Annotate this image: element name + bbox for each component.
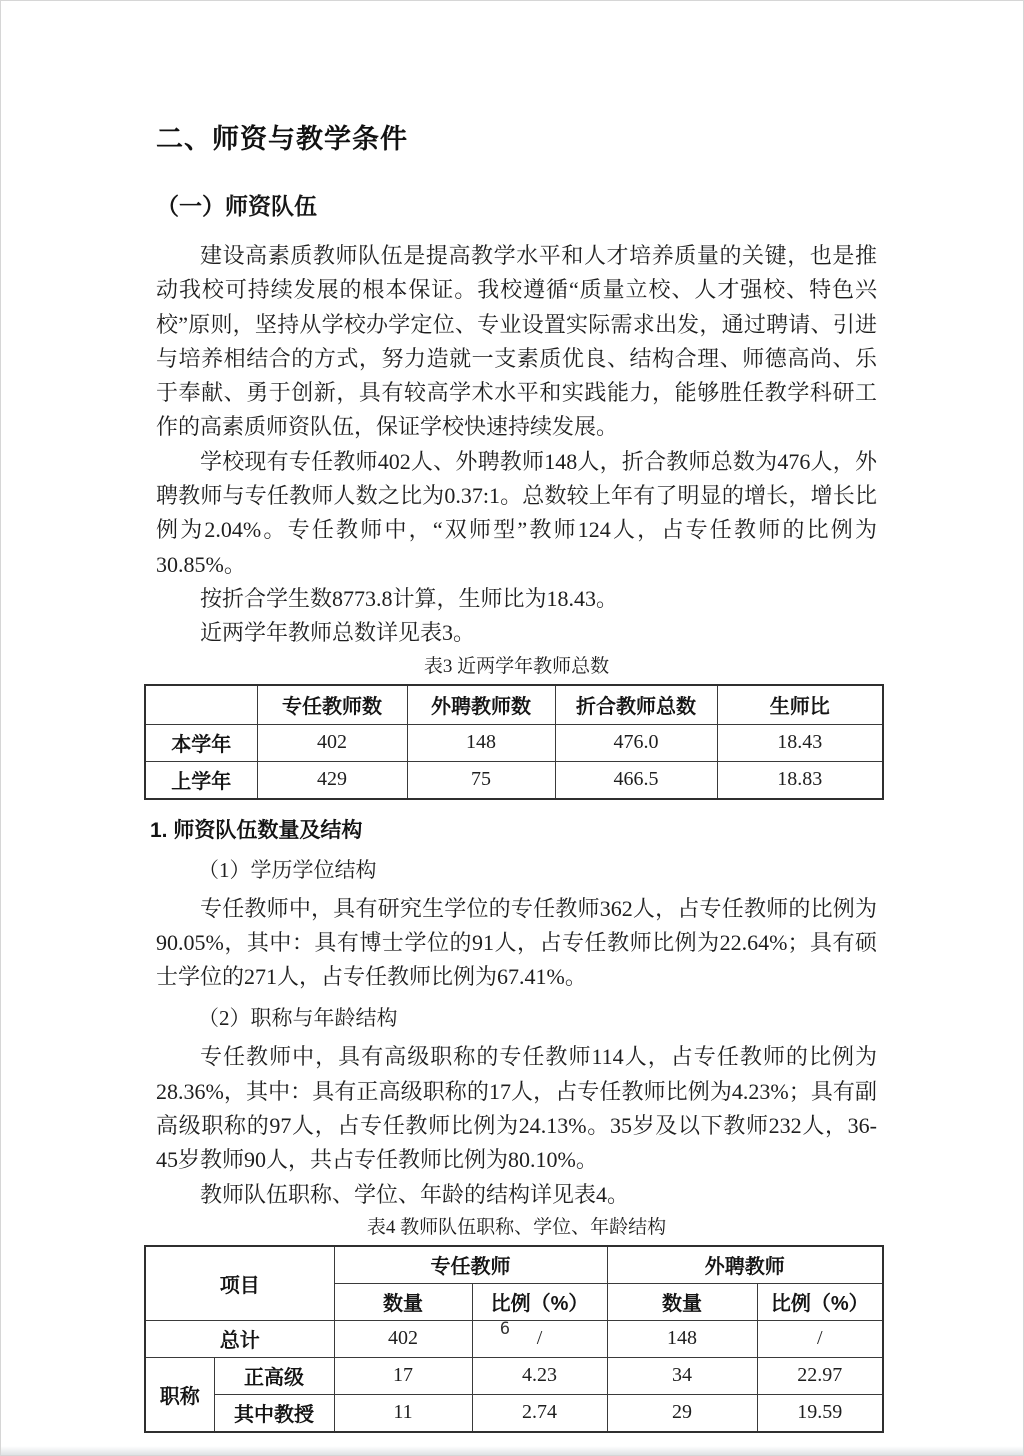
table3-cell: 402 bbox=[257, 724, 407, 761]
page-content bbox=[150, 117, 877, 1433]
table3-col-header: 外聘教师数 bbox=[407, 685, 555, 725]
table4-cell: 11 bbox=[334, 1394, 472, 1432]
table-teacher-totals bbox=[144, 684, 884, 800]
table4-sub-header: 数量 bbox=[607, 1283, 757, 1320]
table3-corner-cell bbox=[145, 685, 257, 725]
paragraph-student-teacher-ratio: 按折合学生数8773.8计算，生师比为18.43。 bbox=[200, 585, 619, 611]
chapter-heading: 二、师资与教学条件 bbox=[156, 124, 408, 154]
paragraph-title-age-structure: 专任教师中，具有高级职称的专任教师114人，占专任教师的比例为28.36%，其中：具有正高级职称的17人，占专任教师比例为4.23%；具有副高级职称的97人，占专任教师比例为24.13%。35岁及以下教师232人，36-45岁教师90人，共占专任教师比例为80.10%。 bbox=[156, 1044, 877, 1173]
table3-row-previous-year bbox=[145, 761, 883, 799]
table4-group-header-external: 外聘教师 bbox=[607, 1246, 883, 1284]
table3-cell: 18.83 bbox=[717, 761, 883, 799]
table4-cell: 4.23 bbox=[472, 1357, 607, 1394]
table3-cell: 466.5 bbox=[555, 761, 717, 799]
table4-sub-header: 比例（%） bbox=[472, 1283, 607, 1320]
table4-cell: 34 bbox=[607, 1357, 757, 1394]
table4-cell: 2.74 bbox=[472, 1394, 607, 1432]
page-number: 6 bbox=[499, 1319, 511, 1339]
table4-row-senior bbox=[145, 1357, 883, 1394]
table4-cell: / bbox=[757, 1320, 883, 1357]
table4-cell: 29 bbox=[607, 1394, 757, 1432]
paragraph-table3-reference: 近两学年教师总数详见表3。 bbox=[200, 620, 476, 646]
subsection-heading-quantity-structure: 1. 师资队伍数量及结构 bbox=[150, 818, 363, 842]
table4-item-header: 项目 bbox=[145, 1246, 334, 1321]
table3-caption: 表3 近两学年教师总数 bbox=[423, 655, 610, 677]
table4-cell: / bbox=[472, 1320, 607, 1357]
table3-cell: 148 bbox=[407, 724, 555, 761]
table3-col-header: 折合教师总数 bbox=[555, 685, 717, 725]
paragraph-table4-reference: 教师队伍职称、学位、年龄的结构详见表4。 bbox=[200, 1181, 630, 1207]
table4-sub-header: 比例（%） bbox=[757, 1283, 883, 1320]
subsection-heading-title-age-structure: （2）职称与年龄结构 bbox=[198, 1006, 398, 1031]
table4-total-label: 总计 bbox=[145, 1320, 334, 1357]
table4-group-header-row bbox=[145, 1246, 883, 1284]
table4-cell: 22.97 bbox=[757, 1357, 883, 1394]
table3-cell: 75 bbox=[407, 761, 555, 799]
table3-col-header: 生师比 bbox=[717, 685, 883, 725]
table4-caption: 表4 教师队伍职称、学位、年龄结构 bbox=[366, 1216, 667, 1238]
table4-cell: 17 bbox=[334, 1357, 472, 1394]
table4-row-professor bbox=[145, 1394, 883, 1432]
table4-cell: 402 bbox=[334, 1320, 472, 1357]
subsection-heading-degree-structure: （1）学历学位结构 bbox=[198, 857, 377, 882]
table4-cell: 19.59 bbox=[757, 1394, 883, 1432]
table4-sub-header: 数量 bbox=[334, 1283, 472, 1320]
table4-category-label: 职称 bbox=[145, 1357, 214, 1432]
table3-col-header: 专任教师数 bbox=[257, 685, 407, 725]
table4-row-label: 其中教授 bbox=[214, 1394, 334, 1432]
table3-row-label: 上学年 bbox=[145, 761, 257, 799]
scan-edge-artifact bbox=[1, 1446, 1023, 1455]
paragraph-teacher-counts: 学校现有专任教师402人、外聘教师148人，折合教师总数为476人，外聘教师与专任教师人数之比为0.37:1。总数较上年有了明显的增长，增长比例为2.04%。专任教师中，“双师型”教师124人，占专任教师的比例为30.85%。 bbox=[156, 448, 877, 577]
paragraph-intro: 建设高素质教师队伍是提高教学水平和人才培养质量的关键，也是推动我校可持续发展的根本保证。我校遵循“质量立校、人才强校、特色兴校”原则，坚持从学校办学定位、专业设置实际需求出发，通过聘请、引进与培养相结合的方式，努力造就一支素质优良、结构合理、师德高尚、乐于奉献、勇于创新，具有较高学术水平和实践能力，能够胜任教学科研工作的高素质师资队伍，保证学校快速持续发展。 bbox=[156, 243, 877, 440]
table3-row-label: 本学年 bbox=[145, 724, 257, 761]
table3-row-current-year bbox=[145, 724, 883, 761]
paragraph-degree-structure: 专任教师中，具有研究生学位的专任教师362人，占专任教师的比例为90.05%，其中：具有博士学位的91人，占专任教师比例为22.64%；具有硕士学位的271人，占专任教师比例为67.41%。 bbox=[156, 895, 877, 990]
table4-cell: 148 bbox=[607, 1320, 757, 1357]
table3-cell: 476.0 bbox=[555, 724, 717, 761]
table3-header-row bbox=[145, 685, 883, 725]
table4-row-label: 正高级 bbox=[214, 1357, 334, 1394]
table3-cell: 429 bbox=[257, 761, 407, 799]
section-heading: （一）师资队伍 bbox=[156, 193, 317, 219]
table4-group-header-fulltime: 专任教师 bbox=[334, 1246, 607, 1284]
table3-cell: 18.43 bbox=[717, 724, 883, 761]
